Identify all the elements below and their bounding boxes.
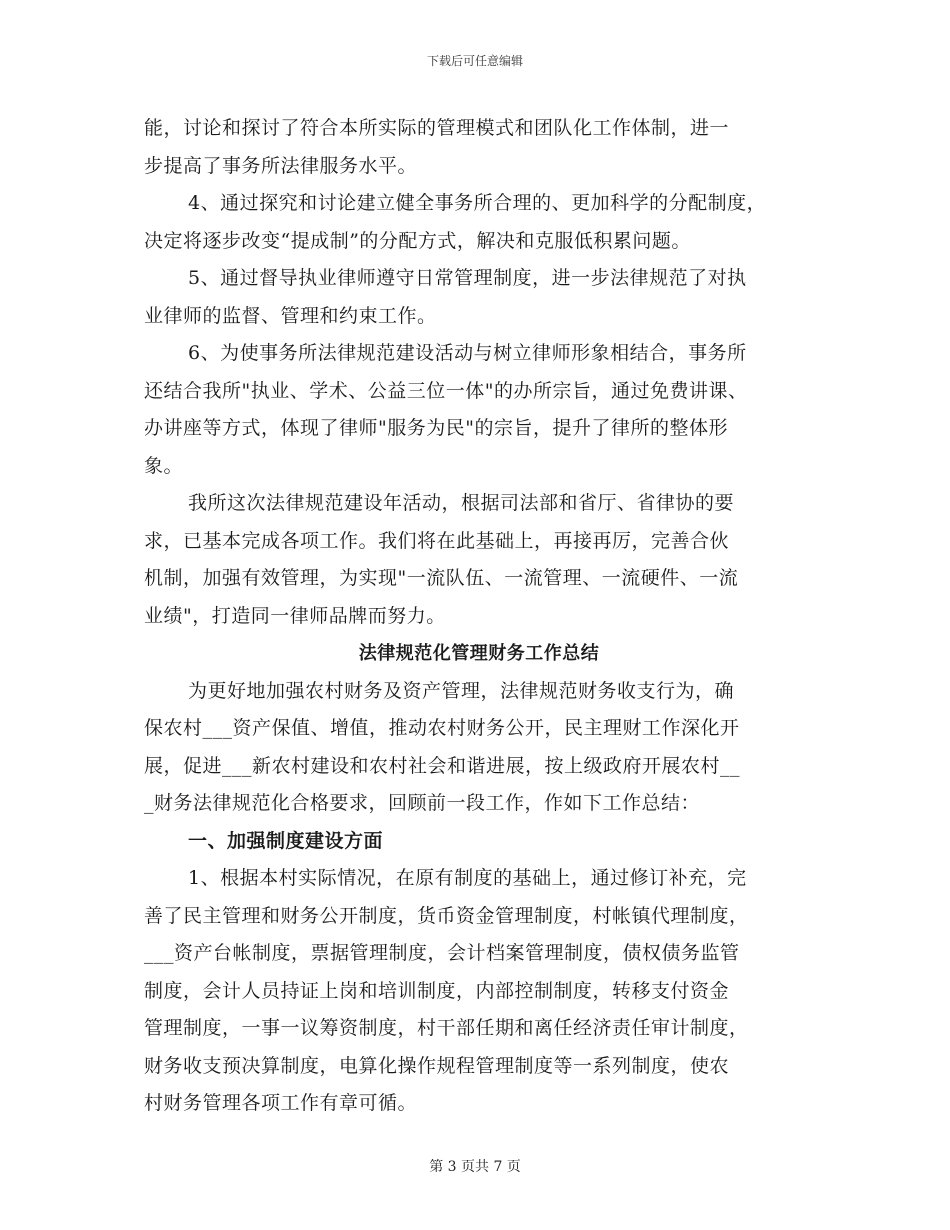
body-line: 办讲座等方式，体现了律师"服务为民"的宗旨，提升了律所的整体形 xyxy=(144,417,728,439)
body-line: 6、为使事务所法律规范建设活动与树立律师形象相结合，事务所 xyxy=(188,342,747,364)
body-line: _财务法律规范化合格要求，回顾前一段工作，作如下工作总结： xyxy=(144,792,701,814)
body-line: 业律师的监督、管理和约束工作。 xyxy=(144,304,437,327)
body-line: ___资产台帐制度，票据管理制度，会计档案管理制度，债权债务监管 xyxy=(144,942,740,964)
body-line: 展，促进___新农村建设和农村社会和谐进展，按上级政府开展农村__ xyxy=(144,754,741,777)
page-number: 第 3 页共 7 页 xyxy=(429,1159,521,1175)
body-line: 步提高了事务所法律服务水平。 xyxy=(144,154,418,177)
body-line: 求，已基本完成各项工作。我们将在此基础上，再接再厉，完善合伙 xyxy=(144,529,730,552)
document-body xyxy=(144,110,814,1123)
body-line: 业绩"，打造同一律师品牌而努力。 xyxy=(144,604,446,627)
body-line: 象。 xyxy=(144,454,184,477)
body-line: 4、通过探究和讨论建立健全事务所合理的、更加科学的分配制度， xyxy=(188,192,767,214)
body-line: 制度，会计人员持证上岗和培训制度，内部控制制度，转移支付资金 xyxy=(144,979,730,1002)
body-line: 管理制度，一事一议筹资制度，村干部任期和离任经济责任审计制度， xyxy=(144,1017,749,1039)
body-line: 村财务管理各项工作有章可循。 xyxy=(144,1092,418,1114)
page-header-note: 下载后可任意编辑 xyxy=(426,54,523,68)
subsection-heading: 一、加强制度建设方面 xyxy=(188,829,384,852)
body-line: 为更好地加强农村财务及资产管理，法律规范财务收支行为，确 xyxy=(188,679,735,702)
body-line: 能，讨论和探讨了符合本所实际的管理模式和团队化工作体制，进一 xyxy=(144,117,730,139)
body-line: 保农村___资产保值、增值，推动农村财务公开，民主理财工作深化开 xyxy=(144,717,740,739)
body-line: 决定将逐步改变“提成制”的分配方式，解决和克服低积累问题。 xyxy=(144,229,691,252)
body-line: 财务收支预决算制度，电算化操作规程管理制度等一系列制度，使农 xyxy=(144,1054,730,1077)
body-line: 我所这次法律规范建设年活动，根据司法部和省厅、省律协的要 xyxy=(188,492,735,514)
section-title: 法律规范化管理财务工作总结 xyxy=(358,643,600,664)
body-line: 5、通过督导执业律师遵守日常管理制度，进一步法律规范了对执 xyxy=(188,267,747,289)
body-line: 机制，加强有效管理，为实现"一流队伍、一流管理、一流硬件、一流 xyxy=(144,567,739,589)
body-line: 善了民主管理和财务公开制度，货币资金管理制度，村帐镇代理制度， xyxy=(144,904,749,927)
body-line: 还结合我所"执业、学术、公益三位一体"的办所宗旨，通过免费讲课、 xyxy=(144,379,748,402)
body-line: 1、根据本村实际情况，在原有制度的基础上，通过修订补充，完 xyxy=(188,867,747,889)
